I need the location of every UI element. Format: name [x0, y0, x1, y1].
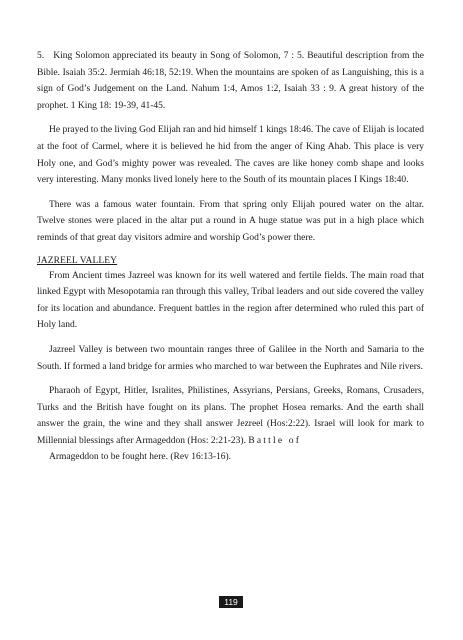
- armageddon-last-line: Armageddon to be fought here. (Rev 16:13-16).: [49, 452, 232, 463]
- text-column: [37, 48, 424, 474]
- paragraph-elijah-cave: He prayed to the living God Elijah ran and hid himself 1 kings 18:46. The cave of Elijah is located at the foot of Carmel, where it is believed he hid from the anger of King Ahab. This place is very Holy one, and God’s mighty power was revealed. The caves are like honey comb shape and looks very interesting. Many monks lived lonely here to the South of its mountain places I Kings 18:40.: [37, 125, 424, 186]
- armageddon-main-text: Pharaoh of Egypt, Hitler, Isralites, Philistines, Assyrians, Persians, Greeks, Romans, Crusaders, Turks and the British have fought on its plans. The prophet Hosea remarks. And the earth shall answer the grain, the wine and they shall answer Jezreel (Hos:2:22). Israel will look for mark to Millennial blessings after Armageddon (Hos: 2:21-23).: [37, 386, 424, 446]
- paragraph-mountain-ranges: Jazreel Valley is between two mountain ranges three of Galilee in the North and Samaria to the South. If formed a land bridge for armies who marched to war between the Euphrates and Nile rivers.: [37, 344, 424, 372]
- section-heading-jazreel: JAZREEL VALLEY: [37, 255, 118, 266]
- paragraph-solomon: 5. King Solomon appreciated its beauty in Song of Solomon, 7 : 5. Beautiful description from the Bible. Isaiah 35:2. Jermiah 46:18, 52:19. When the mountains are spoken of as Languishing, this is a sign of God’s Judgement on the Land. Nahum 1:4, Amos 1:2, Isaiah 33 : 9. A great history of the prophet. 1 King 18: 19-39, 41-45.: [37, 51, 424, 111]
- armageddon-tail-text: Battle of: [248, 435, 302, 446]
- paragraph-armageddon: [37, 383, 424, 466]
- paragraph-ancient-times: From Ancient times Jazreel was known for its well watered and fertile fields. The main road that linked Egypt with Mesopotamia ran through this valley, Tribal leaders and out side covered the valley for its location and abundance. Frequent battles in the region after determined who ruled this part of Holy land.: [37, 270, 424, 331]
- paragraph-fountain: There was a famous water fountain. From that spring only Elijah poured water on the altar. Twelve stones were placed in the altar put a round in A huge statue was put in a high place which reminds of that great day visitors admire and worship God’s power there.: [37, 199, 424, 243]
- page-number: 119: [219, 596, 243, 608]
